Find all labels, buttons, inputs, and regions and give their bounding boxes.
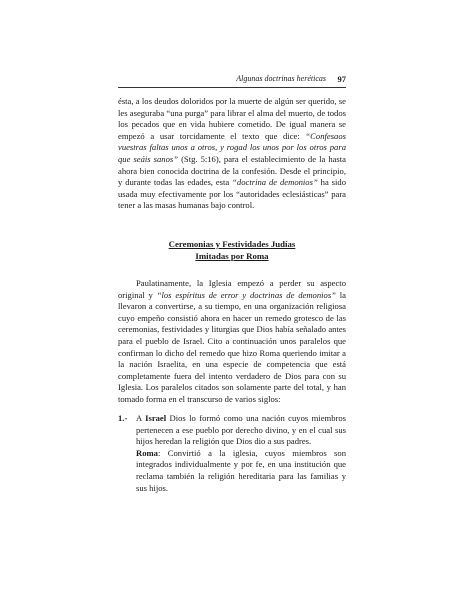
section-heading-line2: Imitadas por Roma	[195, 251, 269, 261]
paragraph-text	[118, 96, 346, 212]
list-item	[118, 413, 346, 494]
running-title: Algunas doctrinas heréticas	[236, 74, 326, 83]
running-header	[118, 73, 346, 88]
israel-paragraph	[136, 413, 346, 448]
text-segment: A	[136, 413, 146, 423]
text-segment: la llevaron a convertirse, a su tiempo, en una organización religiosa cuyo empeño consistió ahora en hacer un remedo grotesco de las ceremonias, festividades y liturgias que Dios había señalado antes para el pueblo de Israel. Cito a continuación unos paralelos que confirman lo dicho del remedo que hizo Roma queriendo imitar a la nación Israelita, en una especie de competencia que está completamente fuera del intento verdadero de Dios para con su Iglesia. Los paralelos citados son solamente parte del total, y han tomado forma en el transcurso de varios siglos:	[118, 289, 347, 404]
text-segment: Dios lo formó como una nación cuyos miembros pertenecen a ese pueblo por derecho divino, y en el cual sus hijos heredan la religión que Dios dio a sus padres.	[136, 413, 346, 447]
paragraph-confession	[118, 96, 346, 212]
paragraph-text	[118, 278, 346, 406]
scripture-quote: “los espíritus de error y doctrinas de demonios”	[156, 289, 336, 300]
text-segment: ha sido usada muy efectivamente por los “autoridades eclesiásticas” para tener a las masas humanas bajo control.	[118, 177, 347, 211]
section-heading-line1: Ceremonias y Festividades Judías	[168, 239, 296, 249]
list-marker: 1.-	[118, 413, 128, 423]
page-number: 97	[337, 74, 346, 84]
roma-term: Roma	[136, 447, 158, 458]
text-segment: (Stg. 5:16), para el establecimiento de la hasta ahora bien conocida doctrina de la confesión. Desde el principio, y durante todas las edades, esta	[118, 153, 346, 188]
paragraph-imitation	[118, 278, 346, 406]
text-segment: Paulatinamente, la Iglesia empezó a perder su aspecto original y	[118, 278, 346, 300]
text-segment: ésta, a los deudos doloridos por la muerte de algún ser querido, se les aseguraba “una purga” para librar el alma del muerto, de todos los pecados que en vida hubiere cometido. De igual manera se empezó a usar torcidamente el texto que dice:	[118, 96, 346, 141]
emphasis-term: “doctrina de demonios”	[232, 177, 318, 188]
scripture-quote: “Confesaos vuestras faltas unos a otros, y rogad los unos por los otros para que seáis sanos”	[118, 130, 346, 164]
israel-term: Israel	[145, 413, 167, 423]
section-heading	[118, 238, 346, 262]
text-segment: : Convirtió a la iglesia, cuyos miembros son integrados individualmente y por fe, en una institución que reclama también la religión hereditaria para las familias y sus hijos.	[136, 447, 346, 493]
roma-paragraph	[136, 448, 346, 494]
list-item-content	[136, 413, 346, 494]
